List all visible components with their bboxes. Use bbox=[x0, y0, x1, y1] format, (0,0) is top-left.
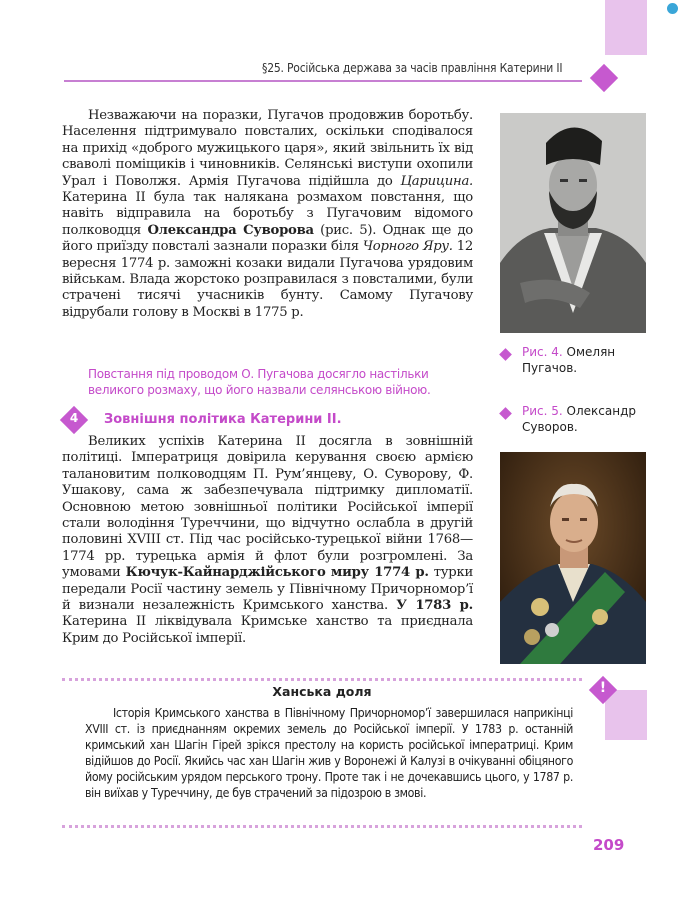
year-highlight: У 1783 р. bbox=[396, 598, 473, 614]
text-span: Катерина ІІ ліквідувала Кримське ханство та приєднала Крим до Російської імперії. bbox=[62, 614, 473, 646]
text-span: Незважаючи на поразки, Пугачов продовжив боротьбу. Населення підтримувало повсталих, оскільки сподівалося на прихід «доброго мужицького царя», який звільнить їх від сваволі поміщиків і чиновників. Селянські виступи охопили Урал і Поволжя. Армія Пугачова підійшла до bbox=[62, 108, 473, 189]
caption-diamond-icon bbox=[499, 407, 512, 420]
text-span: 12 вересня 1774 р. заможні козаки видали Пугачова урядовим військам. Влада жорстоко розправилася з повсталими, були страчені тисячі учасників бунту. Самому Пугачову відрубали голову в Москві в 1775 р. bbox=[62, 239, 473, 320]
figure-4-caption bbox=[522, 344, 642, 376]
figure-label: Рис. 5. bbox=[522, 404, 563, 418]
box-side-tab bbox=[605, 690, 647, 740]
text-span: турки передали Росії частину земель у Північному Причорномор’ї й визнали незалежність Кримського ханства. bbox=[62, 565, 473, 614]
section-number: 4 bbox=[69, 411, 79, 425]
info-box-text bbox=[85, 705, 573, 801]
treaty-name: Кючук-Кайнарджійського миру 1774 р. bbox=[125, 565, 429, 581]
person-name: Олександра Суворова bbox=[147, 222, 314, 238]
figure-5-caption bbox=[522, 403, 642, 435]
body-paragraph-2 bbox=[62, 434, 473, 647]
portrait-pugachev-drawing bbox=[500, 113, 646, 333]
publisher-logo-icon bbox=[667, 3, 678, 14]
exclamation-icon: ! bbox=[599, 680, 607, 696]
place-name: Царицина. bbox=[400, 173, 473, 189]
caption-text: Омелян Пугачов. bbox=[522, 345, 616, 375]
running-header: §25. Російська держава за часів правління Катерини ІІ bbox=[262, 61, 563, 75]
caption-diamond-icon bbox=[499, 348, 512, 361]
portrait-suvorov-drawing bbox=[500, 452, 646, 664]
box-border-bottom bbox=[62, 825, 582, 828]
key-statement: Повстання під проводом О. Пугачова досягло настільки великого розмаху, що його назвали селянською війною. bbox=[88, 367, 431, 397]
header-rule bbox=[64, 80, 582, 82]
text-span: Катерина ІІ була так налякана розмахом повстання, що навіть відправила на боротьбу з Пугачовим відомого полководця bbox=[62, 190, 473, 238]
page-number: 209 bbox=[593, 836, 625, 854]
portrait-pugachev bbox=[500, 113, 646, 333]
text-span: (рис. 5). Однак ще до його приїзду повсталі зазнали поразки біля bbox=[62, 222, 474, 255]
section-title: Зовнішня політика Катерини ІІ. bbox=[104, 412, 342, 427]
caption-text: Олександр Суворов. bbox=[522, 404, 636, 434]
body-paragraph-1 bbox=[62, 108, 473, 321]
box-border-top bbox=[62, 678, 582, 681]
place-name: Чорного Яру. bbox=[362, 239, 453, 255]
portrait-suvorov bbox=[500, 452, 646, 664]
header-diamond-icon bbox=[590, 64, 618, 92]
info-box-paragraph: Історія Кримського ханства в Північному Причорномор’ї завершилася наприкінці XVIII ст. із приєднанням окремих земель до Російської імперії. У 1783 р. останній кримський хан Шагін Гірей зрікся престолу на користь російської імператриці. Крим відійшов до Росії. Якийсь час хан Шагін жив у Воронежі й Калузі в очікуванні обіцяного йому російським урядом перського трону. Проте так і не дочекавшись цього, у 1787 р. він виїхав у Туреччину, де був страчений за підозрою в змові. bbox=[85, 706, 573, 800]
info-box-title: Ханська доля bbox=[272, 684, 372, 699]
corner-tab bbox=[605, 0, 647, 55]
figure-label: Рис. 4. bbox=[522, 345, 563, 359]
text-span: Великих успіхів Катерина ІІ досягла в зовнішній політиці. Імператриця довірила керування своєю армією талановитим полководцям П. Рум’янцеву, О. Суворову, Ф. Ушакову, сама ж забезпечувала підтримку дипломатії. Основною метою зовнішньої політики Російської імперії стали володіння Туреччини, що відчутно ослабла в другій половині XVIII ст. Під час російсько-турецької війни 1768—1774 рр. турецька армія й флот були розгромлені. За умовами bbox=[62, 434, 473, 581]
